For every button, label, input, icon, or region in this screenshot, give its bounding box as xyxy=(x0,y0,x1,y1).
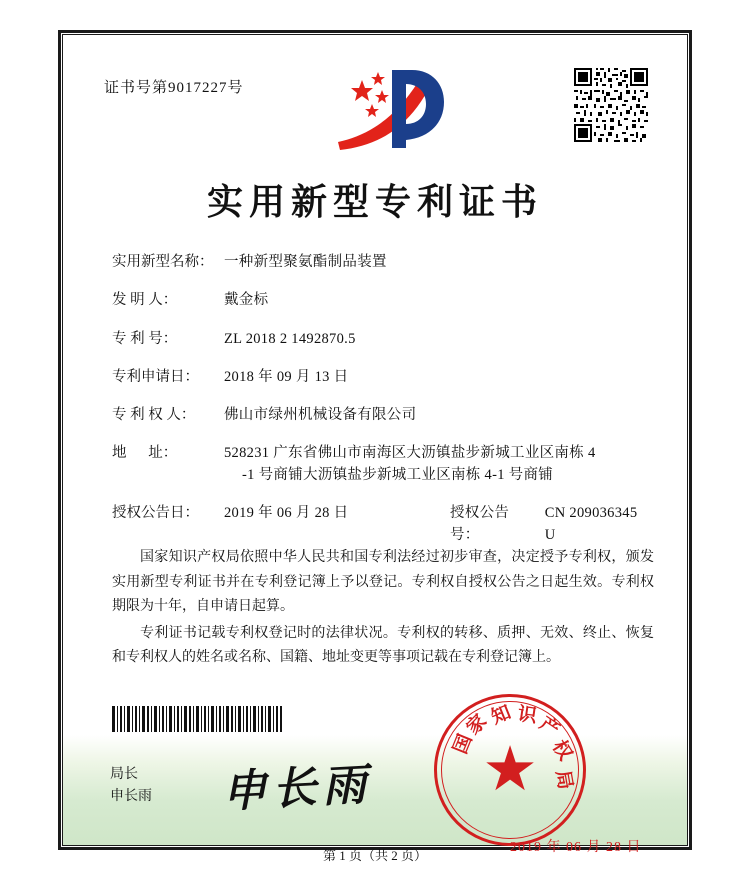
seal-char-2: 知 xyxy=(488,702,515,729)
seal-char-0: 国 xyxy=(450,731,477,757)
director-name: 申长雨 xyxy=(110,789,152,805)
grant-date-value: 2019 年 06 月 28 日 xyxy=(224,505,349,522)
address-line-1: 528231 广东省佛山市南海区大沥镇盐步新城工业区南栋 4 xyxy=(224,445,596,462)
legal-paragraph-2: 专利证书记载专利权登记时的法律状况。专利权的转移、质押、无效、终止、恢复和专利权人的姓名或名称、国籍、地址变更等事项记载在专利登记簿上。 xyxy=(112,625,654,665)
director-title: 局长 xyxy=(110,767,138,782)
cnipa-logo-icon xyxy=(332,62,452,154)
seal-char-4: 产 xyxy=(535,713,564,742)
seal-char-1: 家 xyxy=(462,710,492,740)
field-label: 实用新型名称： xyxy=(112,254,214,270)
field-label: 专利申请日： xyxy=(112,368,199,385)
five-star-icon: ★ xyxy=(482,736,538,804)
field-row-utility-model-name xyxy=(112,252,652,274)
field-row-application-date xyxy=(112,367,652,389)
field-value: 戴金标 xyxy=(224,292,269,309)
qr-code-icon xyxy=(574,68,648,142)
official-seal xyxy=(434,694,586,846)
certificate-number: 证书号第9017227号 xyxy=(104,80,244,96)
patent-fields xyxy=(112,252,652,563)
field-label: 专 利 号： xyxy=(112,330,178,347)
legal-text xyxy=(112,546,654,673)
field-label: 授权公告日： xyxy=(112,505,199,522)
field-row-address xyxy=(112,443,652,487)
certificate-content xyxy=(62,34,688,855)
field-label: 地 址： xyxy=(112,445,178,462)
field-label: 专 利 权 人： xyxy=(112,407,196,423)
seal-char-3: 识 xyxy=(516,703,539,728)
field-value-group xyxy=(224,503,652,547)
page-footer: 第 1 页（共 2 页） xyxy=(322,848,427,863)
field-value: 一种新型聚氨酯制品装置 xyxy=(224,254,387,270)
grant-number-label: 授权公告号： xyxy=(450,505,510,543)
field-row-inventor xyxy=(112,290,652,312)
field-value: 佛山市绿州机械设备有限公司 xyxy=(224,407,417,423)
handwritten-signature: 申长雨 xyxy=(221,760,374,817)
field-row-patentee xyxy=(112,405,652,427)
field-row-grant-info xyxy=(112,503,652,547)
field-value: 2018 年 09 月 13 日 xyxy=(224,368,349,385)
legal-paragraph-1: 国家知识产权局依照中华人民共和国专利法经过初步审查，决定授予专利权，颁发实用新型专利证书并在专利登记簿上予以登记。专利权自授权公告之日起生效。专利权期限为十年，自申请日起算。 xyxy=(112,550,654,614)
seal-char-6: 局 xyxy=(551,768,576,792)
field-value-group xyxy=(224,443,652,487)
barcode-icon xyxy=(112,706,282,732)
seal-char-5: 权 xyxy=(547,736,576,765)
page-title: 实用新型专利证书 xyxy=(206,182,543,222)
field-row-patent-number xyxy=(112,329,652,351)
field-label: 发 明 人： xyxy=(112,292,178,309)
director-block xyxy=(110,764,152,809)
field-value: ZL 2018 2 1492870.5 xyxy=(224,330,356,347)
address-line-2: -1 号商铺大沥镇盐步新城工业区南栋 4-1 号商铺 xyxy=(242,467,554,483)
seal-date: 2019 年 06 月 28 日 xyxy=(510,840,642,855)
grant-number-value: CN 209036345 U xyxy=(544,505,638,543)
